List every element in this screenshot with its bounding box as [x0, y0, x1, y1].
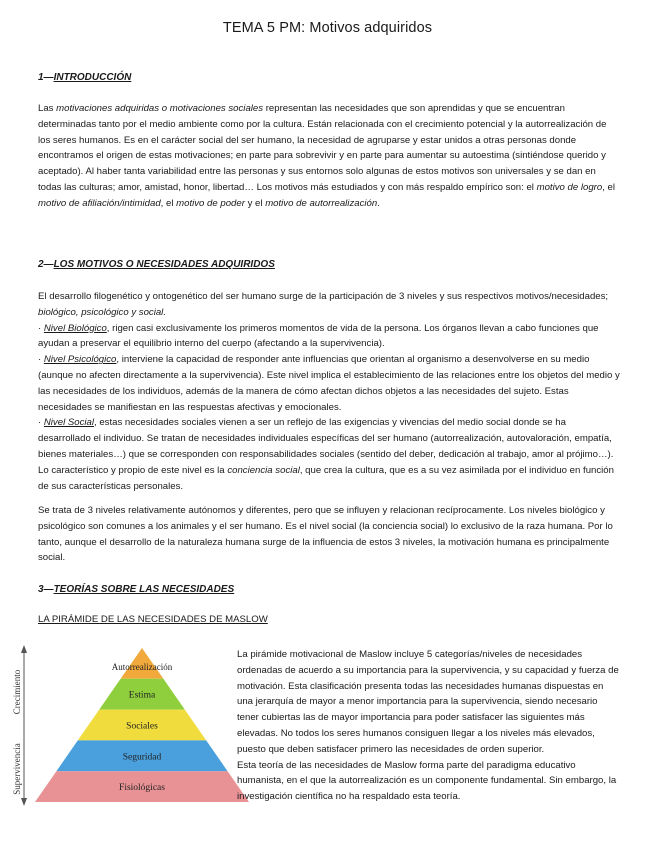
section-number: 3—: [38, 584, 54, 595]
section-number: 2—: [38, 259, 54, 270]
motivo-autorrealizacion: motivo de autorrealización: [265, 197, 378, 209]
nivel-psicologico-label: Nivel Psicológico: [43, 354, 117, 366]
pyramid-levels: [35, 648, 249, 802]
section-title: TEORÍAS SOBRE LAS NECESIDADES: [53, 584, 235, 595]
intro-text: representan las necesidades que son aprendidas y que se encuentran determinadas tanto por el medio ambiente como por la cultura. Están relacionada con el crecimiento potencial y la autorrealización de los seres humanos. Es en el carácter social del ser humano, la necesidad de agruparse y estar unidos a otras personas donde encontramos el origen de estas motivaciones; en parte para sobrevivir y en parte para aumentar su autoestima (sintiéndose querido y aceptado). Al haber tanta variabilidad entre las personas y sus entornos solo algunas de estos motivos son universales y se dan en todas las culturas; amor, amistad, honor, libertad… Los motivos más estudiados y con más respaldo empírico son: el: [38, 103, 607, 193]
pyramid-level-label: Fisiológicas: [119, 783, 165, 794]
pyramid-level-label: Autorrealización: [111, 661, 173, 672]
maslow-paragraph: [237, 647, 621, 805]
motivo-afiliacion: motivo de afiliación/intimidad: [38, 197, 161, 209]
pyramid-level-label: Sociales: [126, 721, 158, 732]
section-title: INTRODUCCIÓN: [53, 72, 132, 83]
intro-text: , el: [602, 181, 615, 193]
axis-arrow-up-icon: [21, 645, 27, 653]
section-heading-motivos: [38, 259, 275, 270]
axis-label-bottom: Supervivencia: [12, 743, 22, 795]
nivel-social-text: , estas necesidades sociales vienen a ser un reflejo de las exigencias y vivencias del medio social donde se ha desarrollado el individuo. Se tratan de necesidades individuales específicas del ser humano (autorrealización, autovaloración, empatía, bienes materiales…) que se corresponden con responsabilidades sociales (sentido del deber, dedicación al trabajo, amor al prójimo…). Lo característico y propio de este nivel es la: [38, 417, 614, 476]
motivos-text: El desarrollo filogenético y ontogenético del ser humano surge de la participación de 3 niveles y sus respectivos motivos/necesidades;: [38, 291, 609, 302]
axis-label-top: Crecimiento: [12, 669, 22, 715]
intro-text: , el: [160, 197, 177, 209]
section-heading-teorias: [38, 584, 234, 595]
nivel-biologico-label: Nivel Biológico: [43, 322, 107, 334]
page-title: TEMA 5 PM: Motivos adquiridos: [222, 20, 433, 36]
motivo-poder: motivo de poder: [176, 197, 245, 209]
motivos-paragraph: [38, 289, 620, 494]
intro-emphasis: motivaciones adquiridas o motivaciones sociales: [56, 103, 264, 114]
niveles-list: biológico, psicológico y social.: [38, 306, 166, 318]
axis-arrow-down-icon: [21, 798, 27, 806]
section-number: 1—: [38, 72, 54, 83]
intro-text: .: [377, 197, 380, 209]
pyramid-level-label: Seguridad: [122, 752, 162, 763]
maslow-text-1: La pirámide motivacional de Maslow incluye 5 categorías/niveles de necesidades ordenadas de acuerdo a su importancia para la supervivencia, y su capacidad y fuerza de motivación. Esta clasificación presenta todas las necesidades humanas dispuestas en una jerarquía de mayor a menor importancia para la supervivencia, siendo necesario tener cubiertas las de mayor importancia para poder satisfacer las siguientes más elevadas. No todos los seres humanos consiguen llegar a los niveles más elevados, puesto que deben satisfacer primero las necesidades de orden superior.: [237, 649, 619, 755]
intro-text: y el: [244, 197, 266, 209]
intro-paragraph: [38, 101, 620, 212]
conciencia-social: conciencia social: [227, 464, 300, 476]
pyramid-level-label: Estima: [128, 690, 156, 701]
maslow-pyramid-figure: [14, 644, 234, 810]
section-heading-introduccion: [38, 72, 131, 83]
section-title: LOS MOTIVOS O NECESIDADES ADQUIRIDOS: [53, 259, 275, 270]
bullet: ·: [38, 417, 44, 429]
nivel-psicologico-text: , interviene la capacidad de responder ante influencias que orientan al organismo a desenvolverse en su medio (aunque no afecten directamente a la supervivencia). Este nivel implica el establecimiento de las relaciones entre los objetos del medio y las necesidades de los individuos, además de la manera de cómo afectan dichos objetos a las necesidades del sujeto. Estas necesidades se manifiestan en las respuestas afectivas y emocionales.: [38, 354, 620, 413]
nivel-social-text: , que crea la cultura, que es a su vez asimilada por el individuo en función de sus características personales.: [38, 464, 614, 492]
motivo-logro: motivo de logro: [536, 181, 603, 193]
maslow-subheading: LA PIRÁMIDE DE LAS NECESIDADES DE MASLOW: [38, 614, 268, 625]
niveles-summary-paragraph: [38, 503, 620, 566]
bullet: ·: [38, 322, 44, 334]
bullet: ·: [38, 354, 44, 366]
niveles-summary-text: Se trata de 3 niveles relativamente autónomos y diferentes, pero que se influyen y relacionan recíprocamente. Los niveles biológico y psicológico son comunes a los animales y el ser humano. Es el nivel social (la conciencia social) lo exclusivo de la raza humana. Por lo tanto, aunque el desarrollo de la naturaleza humana surge de la influencia de estos 3 niveles, la motivación humana es principalmente social.: [38, 505, 613, 564]
nivel-social-label: Nivel Social: [43, 417, 94, 429]
intro-text: Las: [38, 103, 57, 114]
nivel-biologico-text: , rigen casi exclusivamente los primeros momentos de vida de la persona. Los órganos llevan a cabo funciones que ayudan a preservar el equilibrio interno del cuerpo (afectando a la supervivencia).: [38, 322, 599, 350]
maslow-text-2: Esta teoría de las necesidades de Maslow forma parte del paradigma educativo humanista, en el que la autorrealización es un componente fundamental. Sin embargo, la investigación científica no ha respaldado esta teoría.: [237, 759, 617, 803]
